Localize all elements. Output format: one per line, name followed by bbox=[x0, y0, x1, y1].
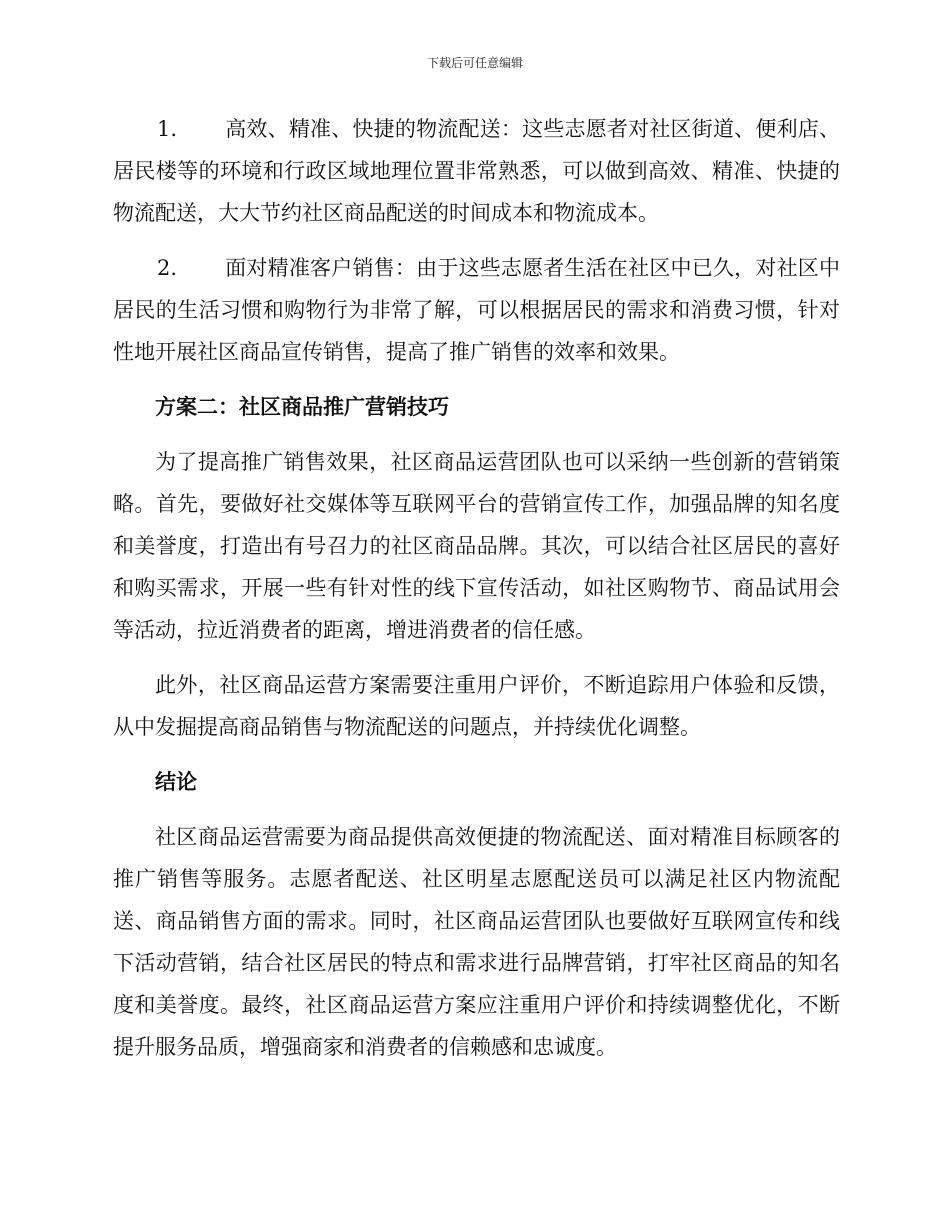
list-item-text: 面对精准客户销售：由于这些志愿者生活在社区中已久，对社区中居民的生活习惯和购物行为非常了解，可以根据居民的需求和消费习惯，针对性地开展社区商品宣传销售，提高了推广销售的效率和效果。 bbox=[113, 256, 840, 364]
list-number: 1. bbox=[157, 117, 178, 141]
paragraph: 为了提高推广销售效果，社区商品运营团队也可以采纳一些创新的营销策略。首先，要做好社交媒体等互联网平台的营销宣传工作，加强品牌的知名度和美誉度，打造出有号召力的社区商品品牌。其次，可以结合社区居民的喜好和购买需求，开展一些有针对性的线下宣传活动，如社区购物节、商品试用会等活动，拉近消费者的距离，增进消费者的信任感。 bbox=[113, 450, 840, 642]
list-item-1 bbox=[113, 108, 840, 234]
list-item-text: 高效、精准、快捷的物流配送：这些志愿者对社区街道、便利店、居民楼等的环境和行政区域地理位置非常熟悉，可以做到高效、精准、快捷的物流配送，大大节约社区商品配送的时间成本和物流成本。 bbox=[113, 117, 840, 225]
paragraph: 此外，社区商品运营方案需要注重用户评价，不断追踪用户体验和反馈，从中发掘提高商品销售与物流配送的问题点，并持续优化调整。 bbox=[113, 673, 840, 739]
page-header: 下载后可任意编辑 bbox=[426, 56, 523, 70]
document-body bbox=[113, 108, 840, 1081]
section-heading: 方案二：社区商品推广营销技巧 bbox=[155, 394, 449, 419]
conclusion-heading: 结论 bbox=[155, 769, 197, 794]
list-number: 2. bbox=[157, 256, 178, 280]
paragraph: 社区商品运营需要为商品提供高效便捷的物流配送、面对精准目标顾客的推广销售等服务。志愿者配送、社区明星志愿配送员可以满足社区内物流配送、商品销售方面的需求。同时，社区商品运营团队也要做好互联网宣传和线下活动营销，结合社区居民的特点和需求进行品牌营销，打牢社区商品的知名度和美誉度。最终，社区商品运营方案应注重用户评价和持续调整优化，不断提升服务品质，增强商家和消费者的信赖感和忠诚度。 bbox=[113, 825, 840, 1059]
list-item-2 bbox=[113, 247, 840, 373]
